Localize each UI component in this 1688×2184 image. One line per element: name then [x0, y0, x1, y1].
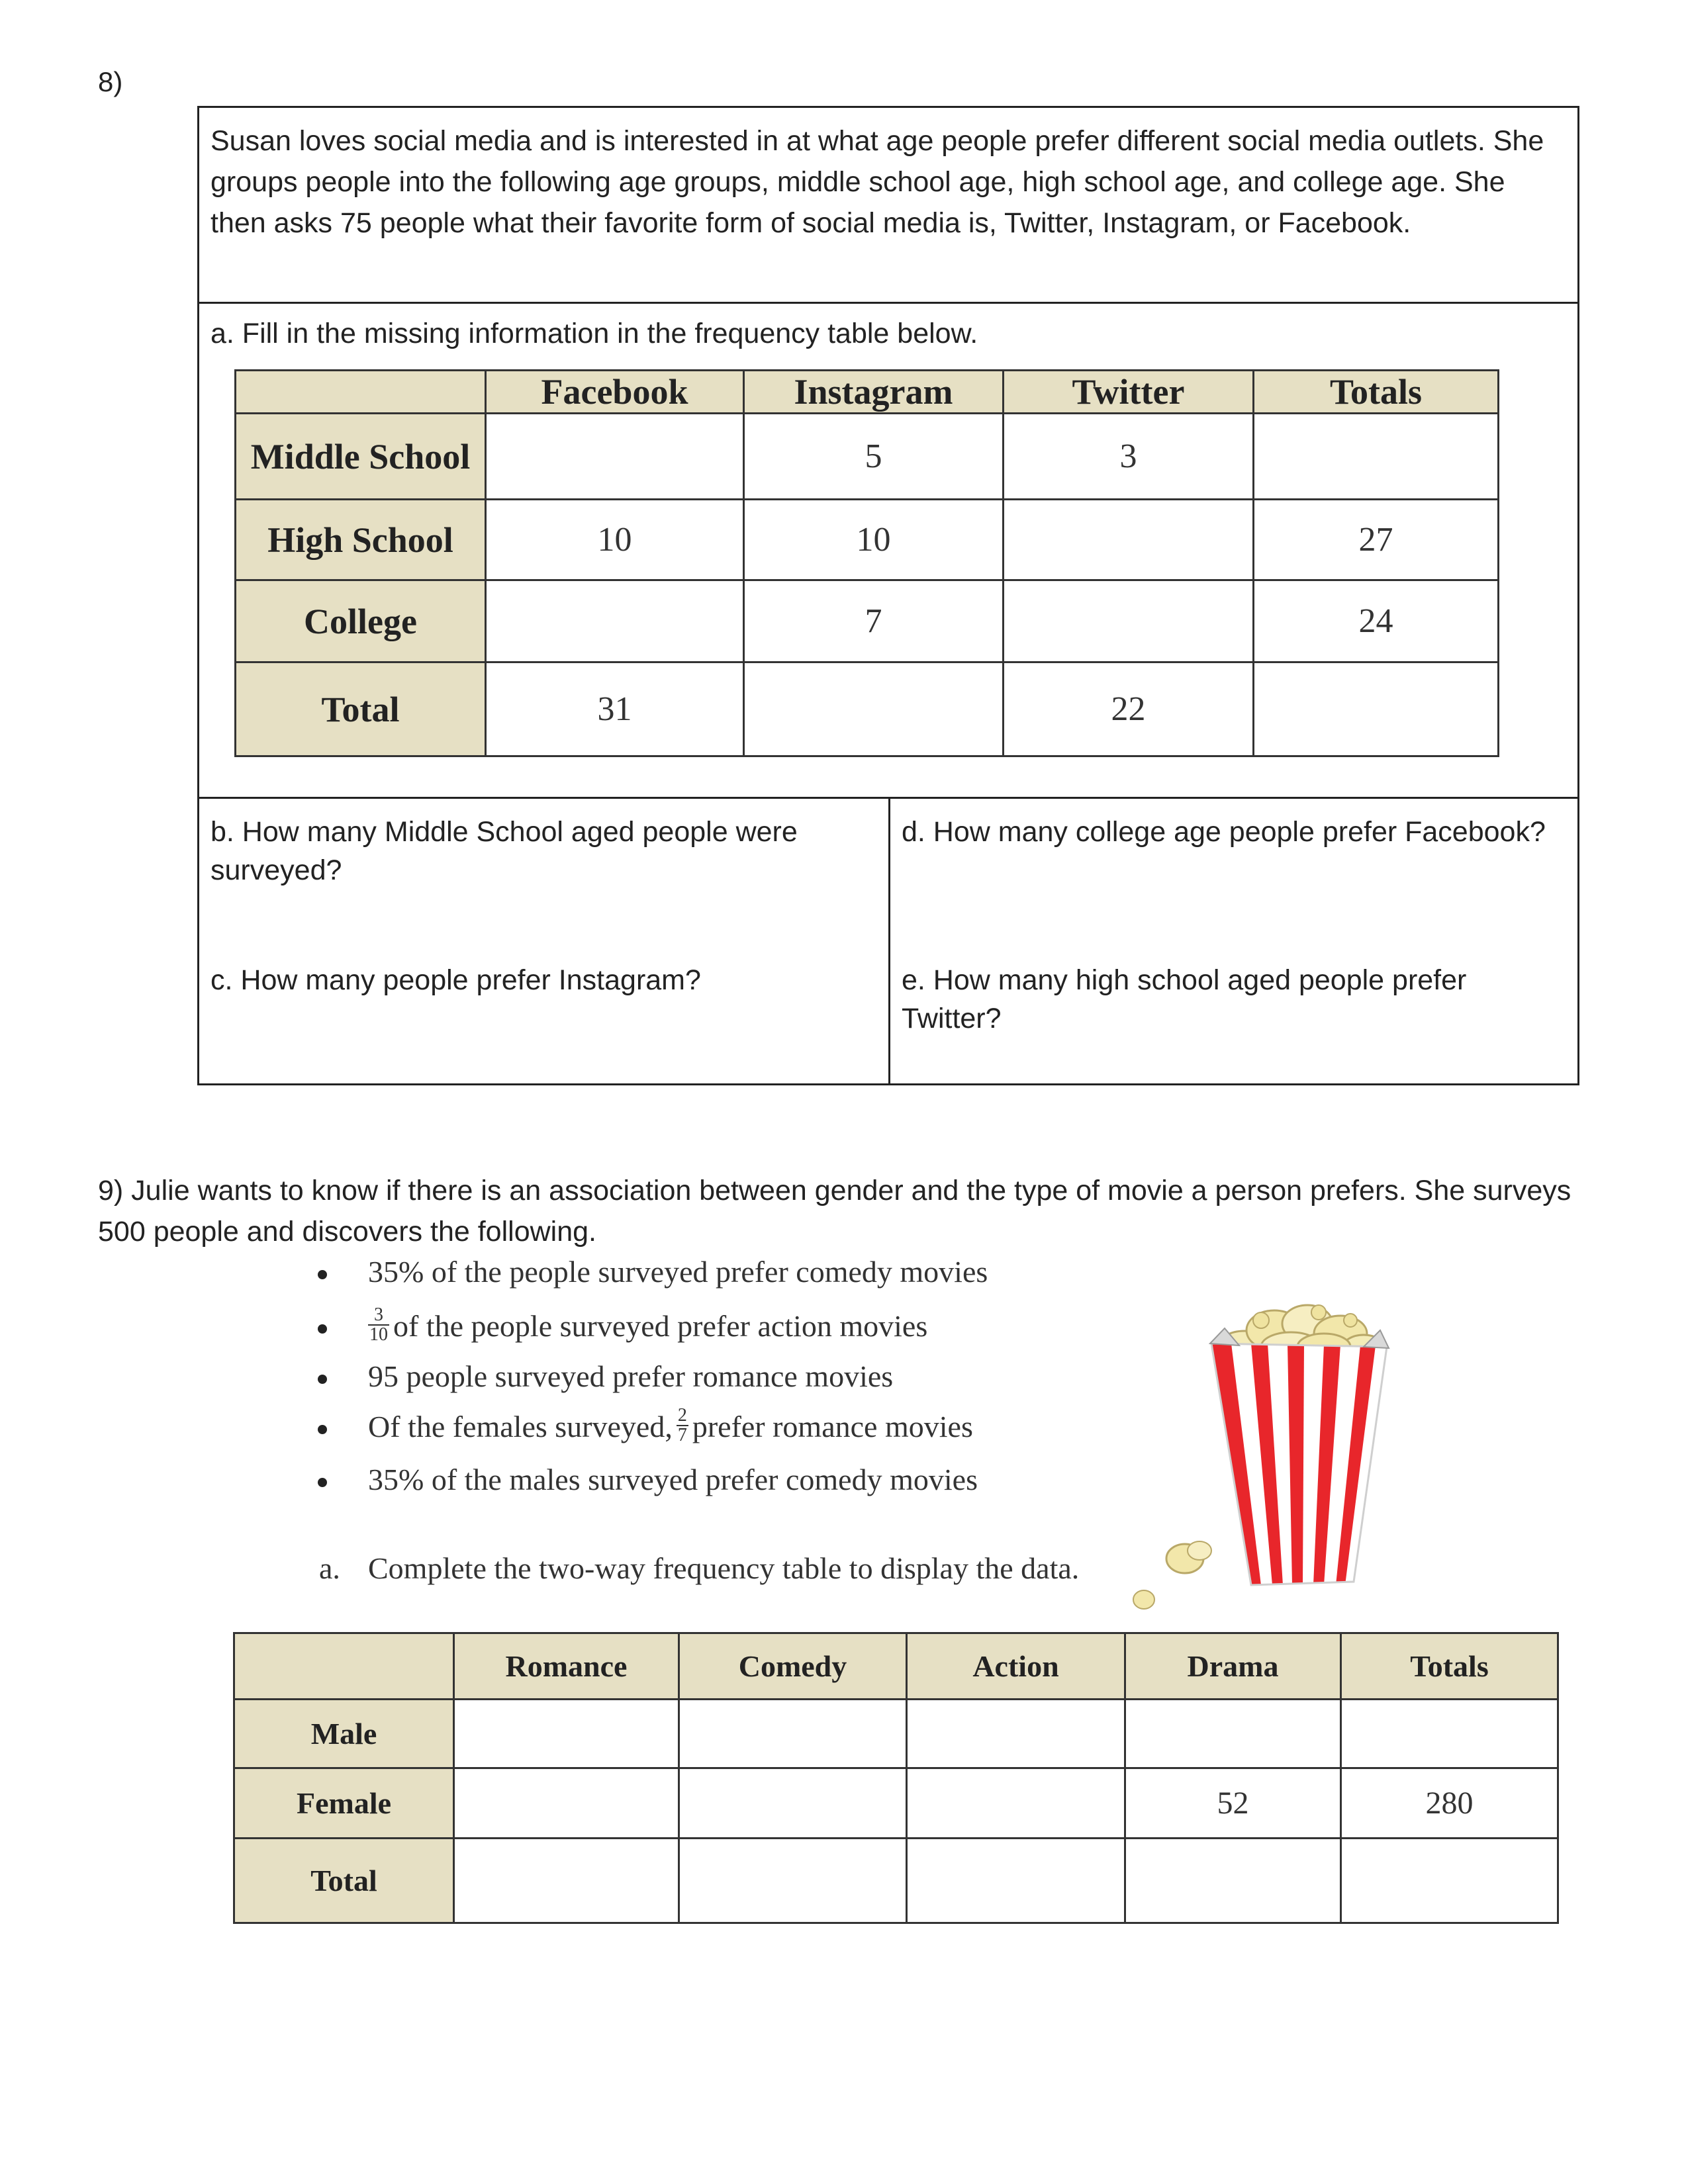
table-cell: 5 [744, 414, 1004, 500]
problem-8-intro: Susan loves social media and is interested in at what age people prefer different social media outlets. She groups people into the following age groups, middle school age, high school age, and college age. She then asks 75 people what their favorite form of social media is, Twitter, Instagram, or Facebook. [211, 125, 1544, 239]
divider [888, 797, 890, 1085]
table-row [236, 414, 1499, 500]
column-header-totals: Totals [1341, 1633, 1558, 1700]
column-header-action: Action [907, 1633, 1125, 1700]
bullet-icon [318, 1425, 327, 1434]
table-cell [1341, 1700, 1558, 1768]
problem-9-part-a-label: a. [319, 1551, 340, 1585]
table-cell [454, 1839, 679, 1923]
table-cell [1341, 1839, 1558, 1923]
table-cell [1004, 580, 1254, 662]
table-row [234, 1839, 1558, 1923]
fraction-denominator: 10 [369, 1324, 388, 1345]
column-header-romance: Romance [454, 1633, 679, 1700]
row-header-male: Male [234, 1700, 454, 1768]
table-cell: 24 [1254, 580, 1499, 662]
table-cell [486, 414, 744, 500]
popcorn-box [1192, 1334, 1403, 1598]
table-cell: 280 [1341, 1768, 1558, 1839]
fraction-numerator: 3 [368, 1306, 389, 1326]
row-header-college: College [236, 580, 486, 662]
table-row [234, 1768, 1558, 1839]
table-cell: 10 [486, 500, 744, 580]
table-row [236, 500, 1499, 580]
table-cell [744, 662, 1004, 756]
loose-popcorn-kernels [1133, 1541, 1211, 1609]
fraction [368, 1306, 389, 1344]
fraction [677, 1406, 688, 1445]
column-header-facebook: Facebook [486, 371, 744, 414]
popcorn-box-icon [1125, 1294, 1403, 1618]
bullet-text-start: Of the females surveyed, [368, 1410, 673, 1443]
table-cell: 52 [1125, 1768, 1341, 1839]
problem-9-intro: 9) Julie wants to know if there is an association between gender and the type of movie a person prefers. She surveys 500 people and discovers the following. [98, 1175, 1571, 1248]
row-header-total: Total [234, 1839, 454, 1923]
fraction-denominator: 7 [677, 1425, 687, 1446]
table-header-row [236, 371, 1499, 414]
row-header-total: Total [236, 662, 486, 756]
bullet-text: 95 people surveyed prefer romance movies [368, 1359, 894, 1393]
problem-8-part-e: e. How many high school aged people prefer Twitter? [902, 964, 1467, 1034]
row-header-female: Female [234, 1768, 454, 1839]
problem-9-part-a-text: Complete the two-way frequency table to display the data. [368, 1551, 1080, 1585]
table-cell [1125, 1700, 1341, 1768]
table-cell: 3 [1004, 414, 1254, 500]
bullet-text [364, 1304, 928, 1348]
social-media-frequency-table [234, 369, 1499, 757]
row-header-high-school: High School [236, 500, 486, 580]
problem-8-part-a: a. Fill in the missing information in the frequency table below. [211, 318, 978, 349]
table-row [236, 662, 1499, 756]
problem-8-part-b: b. How many Middle School aged people were surveyed? [211, 816, 798, 886]
bullet-icon [318, 1324, 327, 1334]
bullet-icon [318, 1478, 327, 1487]
bullet-text: 35% of the males surveyed prefer comedy movies [368, 1463, 978, 1496]
table-cell [679, 1700, 907, 1768]
fraction-numerator: 2 [677, 1405, 687, 1426]
table-cell: 10 [744, 500, 1004, 580]
table-corner-cell [234, 1633, 454, 1700]
column-header-drama: Drama [1125, 1633, 1341, 1700]
bullet-text [368, 1405, 973, 1449]
table-cell: 27 [1254, 500, 1499, 580]
movie-preference-frequency-table [233, 1632, 1559, 1924]
bullet-text-rest: prefer romance movies [692, 1410, 973, 1443]
table-cell: 7 [744, 580, 1004, 662]
table-cell: 22 [1004, 662, 1254, 756]
table-cell [454, 1700, 679, 1768]
bullet-text-rest: of the people surveyed prefer action movies [393, 1309, 928, 1343]
column-header-totals: Totals [1254, 371, 1499, 414]
column-header-comedy: Comedy [679, 1633, 907, 1700]
bullet-text: 35% of the people surveyed prefer comedy movies [368, 1255, 988, 1289]
table-cell [454, 1768, 679, 1839]
problem-8-part-d: d. How many college age people prefer Facebook? [902, 816, 1546, 848]
table-header-row [234, 1633, 1558, 1700]
divider [197, 302, 1579, 304]
table-cell [679, 1839, 907, 1923]
table-row [234, 1700, 1558, 1768]
problem-8-number: 8) [98, 66, 123, 97]
table-row [236, 580, 1499, 662]
table-cell [486, 580, 744, 662]
table-cell [1254, 662, 1499, 756]
row-header-middle-school: Middle School [236, 414, 486, 500]
table-cell [1254, 414, 1499, 500]
table-cell [1125, 1839, 1341, 1923]
column-header-twitter: Twitter [1004, 371, 1254, 414]
table-cell: 31 [486, 662, 744, 756]
column-header-instagram: Instagram [744, 371, 1004, 414]
bullet-icon [318, 1375, 327, 1384]
table-corner-cell [236, 371, 486, 414]
table-cell [679, 1768, 907, 1839]
table-cell [907, 1839, 1125, 1923]
table-cell [1004, 500, 1254, 580]
problem-8-part-c: c. How many people prefer Instagram? [211, 964, 701, 996]
bullet-icon [318, 1270, 327, 1279]
table-cell [907, 1768, 1125, 1839]
table-cell [907, 1700, 1125, 1768]
